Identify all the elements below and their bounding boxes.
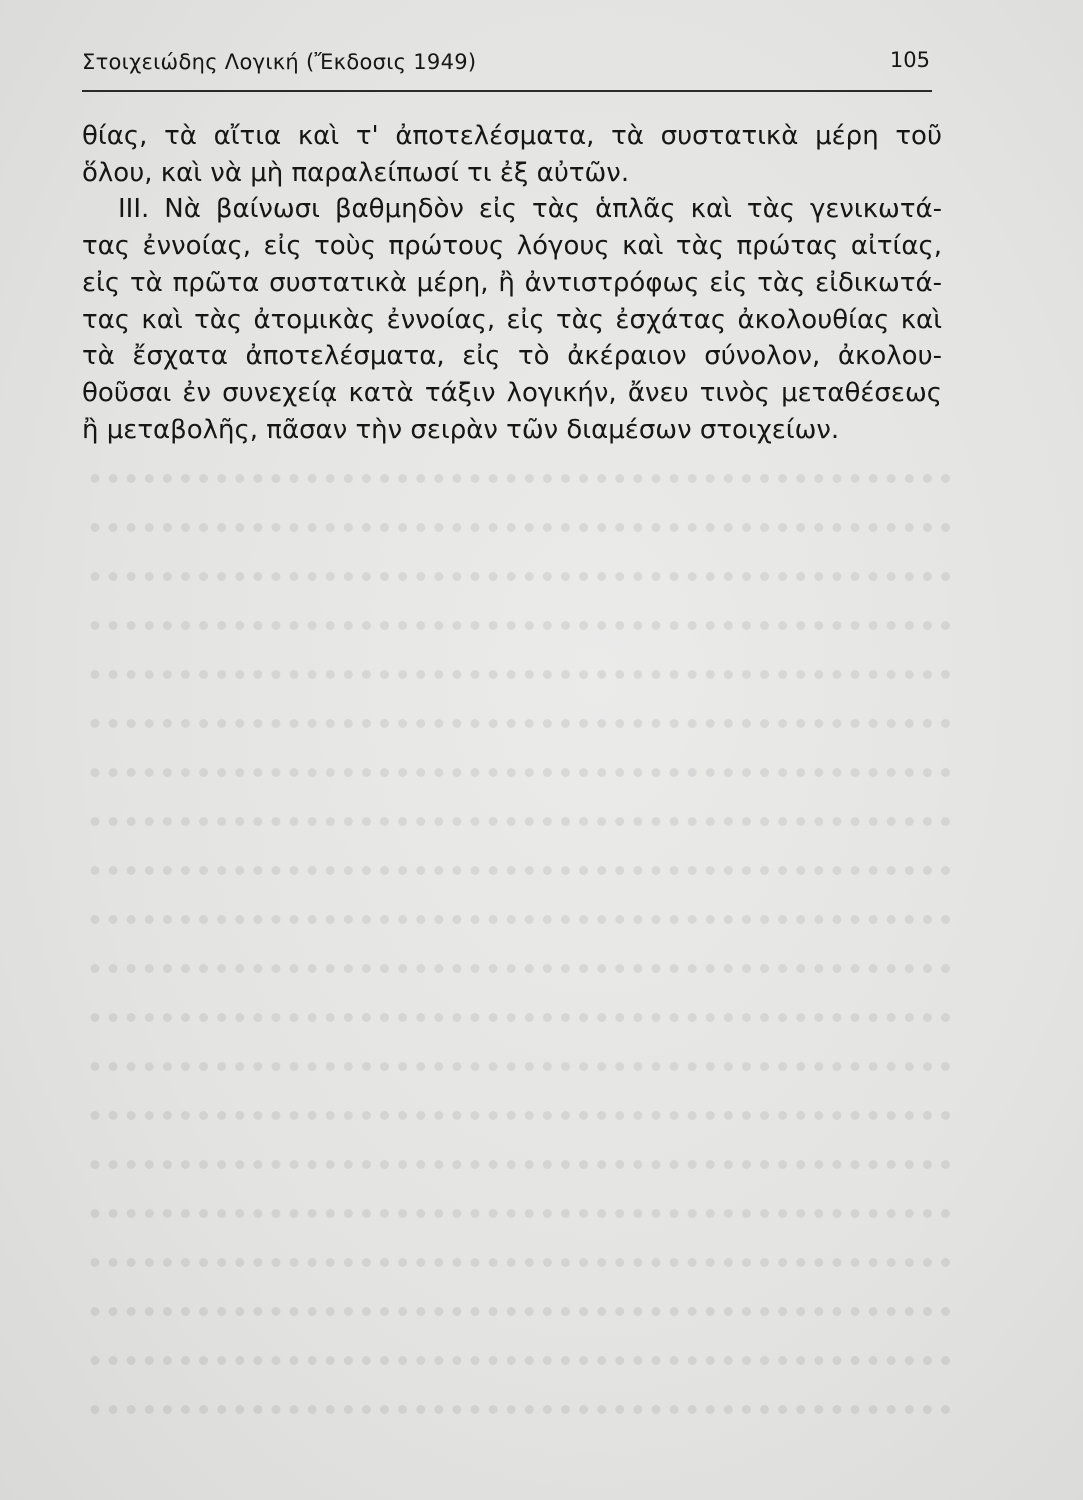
page-header <box>82 50 932 92</box>
text-line: εἰς τὰ πρῶτα συστατικὰ μέρη, ἢ ἀντιστρόφως εἰς τὰς εἰδικωτά- <box>82 267 942 298</box>
text-line: τὰ ἔσχατα ἀποτελέσματα, εἰς τὸ ἀκέραιον σύνολον, ἀκολου- <box>82 341 942 372</box>
page-number: 105 <box>889 48 930 72</box>
show-through-texture <box>90 440 950 1420</box>
running-title: Στοιχειώδης Λογική (Ἔκδοσις 1949) <box>82 50 477 74</box>
text-line: θοῦσαι ἐν συνεχείᾳ κατὰ τάξιν λογικήν, ἄνευ τινὸς μεταθέσεως <box>82 377 942 408</box>
text-line: θίας, τὰ αἴτια καὶ τ' ἀποτελέσματα, τὰ συστατικὰ μέρη τοῦ <box>82 121 942 151</box>
text-line: τας ἐννοίας, εἰς τοὺς πρώτους λόγους καὶ τὰς πρώτας αἰτίας, <box>82 231 942 262</box>
text-line: III. Νὰ βαίνωσι βαθμηδὸν εἰς τὰς ἁπλᾶς καὶ τὰς γενικωτά- <box>118 194 942 225</box>
body-text <box>82 118 942 448</box>
text-line: ἢ μεταβολῆς, πᾶσαν τὴν σειρὰν τῶν διαμέσων στοιχείων. <box>82 414 840 445</box>
text-line: τας καὶ τὰς ἀτομικὰς ἐννοίας, εἰς τὰς ἐσχάτας ἀκολουθίας καὶ <box>82 304 942 335</box>
text-line: ὅλου, καὶ νὰ μὴ παραλείπωσί τι ἐξ αὐτῶν. <box>82 157 630 188</box>
